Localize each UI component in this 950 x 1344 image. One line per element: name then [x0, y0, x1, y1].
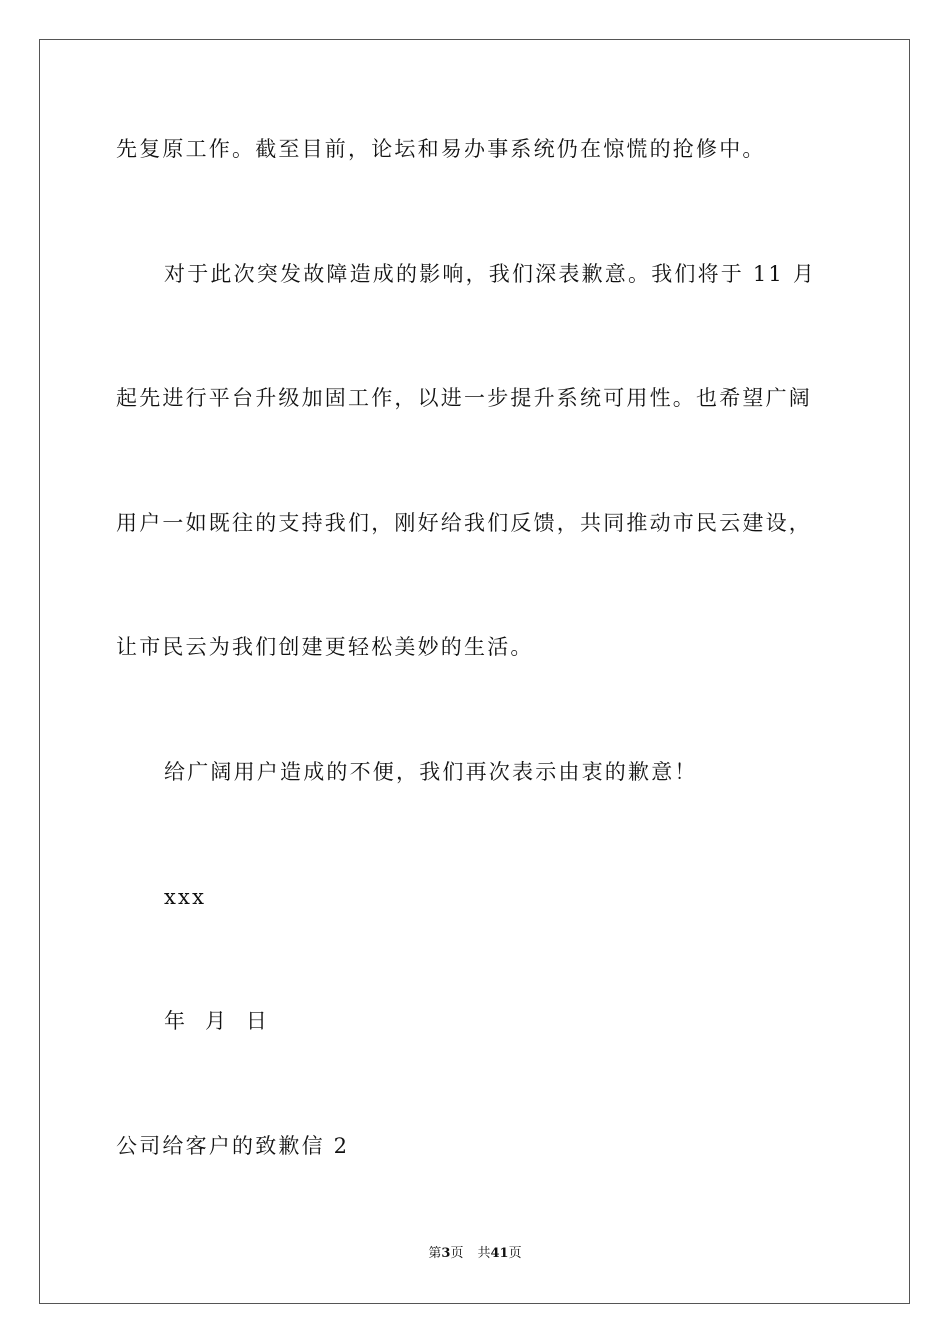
footer-total-prefix: 共	[477, 1246, 491, 1261]
footer-page-prefix: 第	[428, 1246, 442, 1261]
signature-name: xxx	[164, 885, 207, 909]
page-frame	[39, 39, 910, 1304]
body-line-1: 先复原工作。截至目前，论坛和易办事系统仍在惊慌的抢修中。	[116, 137, 766, 161]
body-line-2: 对于此次突发故障造成的影响，我们深表歉意。我们将于 11 月	[164, 262, 817, 286]
footer-total-pages: 41	[490, 1246, 509, 1261]
signature-date: 年 月 日	[164, 1009, 270, 1033]
body-line-4: 用户一如既往的支持我们，刚好给我们反馈，共同推动市民云建设，	[116, 511, 812, 535]
section-title: 公司给客户的致歉信 2	[116, 1134, 350, 1158]
page-footer	[0, 1244, 950, 1264]
footer-page-number: 3	[441, 1246, 451, 1261]
body-line-3: 起先进行平台升级加固工作，以进一步提升系统可用性。也希望广阔	[116, 386, 812, 410]
footer-page-suffix: 页	[450, 1246, 464, 1261]
body-line-5: 让市民云为我们创建更轻松美妙的生活。	[116, 635, 534, 659]
body-line-6: 给广阔用户造成的不便，我们再次表示由衷的歉意！	[164, 760, 698, 784]
footer-total-suffix: 页	[508, 1246, 522, 1261]
